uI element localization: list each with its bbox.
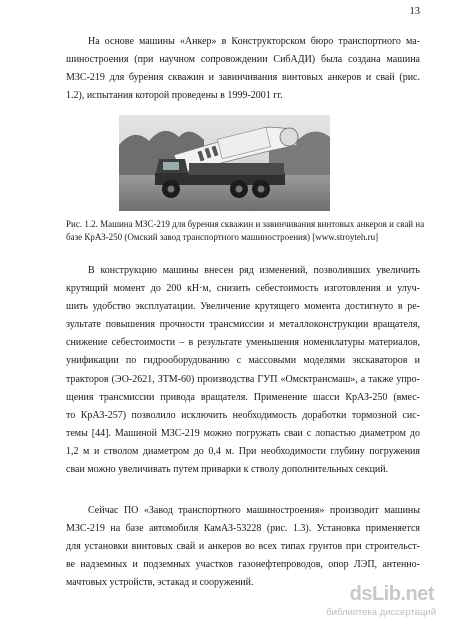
truck-photo-icon (119, 115, 330, 211)
text-line: то КрАЗ-257) позволило исключить необходимость доработки тормозной сис- (66, 409, 420, 421)
text-line: шить удобство эксплуатации. Увеличение крутящего момента достигнуто в ре- (66, 301, 420, 313)
text-line: снижение себестоимости – в результате уменьшения номенклатуры материалов, (66, 337, 420, 349)
text-line: 1,2 м и стволом диаметром до 0,4 м. При необходимости глубину погружения (66, 445, 420, 457)
text-line: ве надземных и подземных участков газонефтепроводов, опор ЛЭП, антенно- (66, 559, 420, 571)
paragraph-current-production (66, 502, 420, 592)
caption-line: Рис. 1.2. Машина МЗС-219 для бурения скважин и завинчивания винтовых анкеров и свай на (66, 219, 425, 229)
text-line: темы [44]. Машиной МЗС-219 можно погружать сваи с лопастью диаметром до (66, 427, 420, 439)
text-line: мачтовых устройств, эстакад и сооружений. (66, 577, 254, 589)
dslib-watermark (316, 583, 436, 623)
text-line: щения трансмиссии привода вращателя. Применение шасси КрАЗ-250 (вмес- (66, 391, 420, 403)
watermark-subtitle: библиотека диссертаций (326, 607, 436, 618)
text-line: унификации по гидрооборудованию с массовыми моделями экскаваторов и (66, 355, 420, 367)
paragraph-modifications (66, 262, 420, 479)
watermark-logo: dsLib.net (349, 583, 434, 605)
text-line: крутящий момент до 200 кН·м, снизить себестоимость изготовления и улуч- (66, 283, 420, 295)
text-line: тракторов (ЭО-2621, ЗТМ-60) производства ГУП «Омсктрансмаш», а также упро- (66, 373, 420, 385)
figure-caption (66, 218, 426, 244)
text-line: Сейчас ПО «Завод транспортного машиностроения» производит машины (88, 505, 420, 516)
text-line: для установки винтовых свай и анкеров во всех типах грунтов при строительст- (66, 541, 420, 553)
caption-line: базе КрАЗ-250 (Омский завод транспортного машиностроения) [www.stroyteh.ru] (66, 232, 379, 242)
text-line: МЗС-219 на базе автомобиля КамАЗ-53228 (рис. 1.3). Установка применяется (66, 523, 420, 535)
paragraph-intro (66, 33, 420, 105)
text-line: В конструкцию машины внесен ряд изменений, позволивших увеличить (88, 265, 420, 276)
text-line: сваи можно увеличивать путем приварки к стволу дополнительных секций. (66, 464, 389, 476)
truck-photo (119, 115, 330, 211)
text-line: На основе машины «Анкер» в Конструкторском бюро транспортного ма- (88, 36, 420, 47)
text-line: шиностроения (при научном сопровождении СибАДИ) была создана машина (66, 54, 420, 66)
text-line: МЗС-219 для бурения скважин и завинчивания винтовых анкеров и свай (рис. (66, 72, 420, 84)
text-line: зультате повышения прочности трансмиссии и металлоконструкции вращателя, (66, 319, 420, 331)
page-number: 13 (409, 6, 420, 17)
text-line: 1.2), испытания которой проведены в 1999-2001 гг. (66, 90, 283, 102)
